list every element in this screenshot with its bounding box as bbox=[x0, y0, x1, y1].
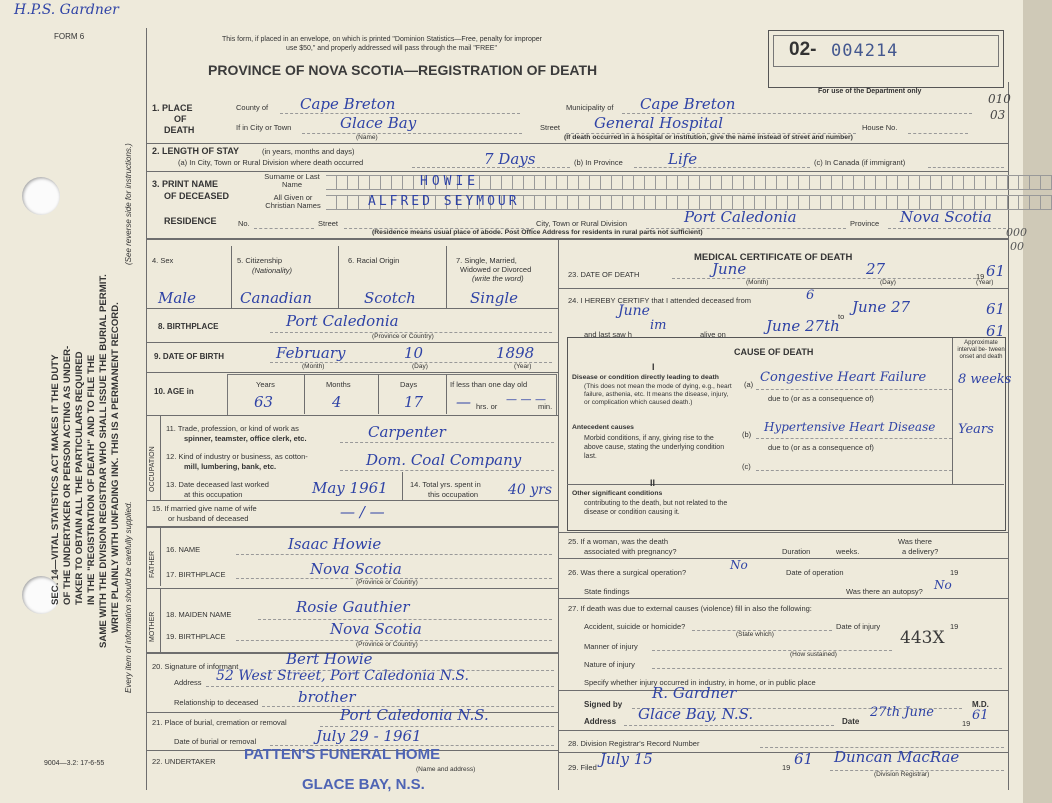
s3-label2: OF DECEASED bbox=[164, 191, 230, 201]
residence-province-value: Nova Scotia bbox=[900, 208, 992, 226]
state-caption: (State which) bbox=[736, 631, 774, 638]
q13-sub: at this occupation bbox=[184, 490, 243, 499]
residence-province-line bbox=[888, 228, 1006, 229]
dob-day: 10 bbox=[404, 344, 424, 362]
signed-address-label: Address bbox=[584, 717, 617, 726]
pregnancy-label2: associated with pregnancy? bbox=[584, 547, 677, 556]
cause-a-line bbox=[756, 389, 952, 390]
cause-a-label: (a) bbox=[744, 380, 754, 389]
age-months: 4 bbox=[332, 393, 342, 411]
cause-c-label: (c) bbox=[742, 462, 751, 471]
street-value: General Hospital bbox=[594, 114, 724, 132]
marital-sub: (write the word) bbox=[472, 274, 524, 283]
informant-label: 20. Signature of informant bbox=[152, 662, 239, 671]
lastsaw-label: and last saw h bbox=[584, 330, 632, 339]
corner-note: H.P.S. Gardner bbox=[14, 2, 119, 18]
residence-city-label: City, Town or Rural Division bbox=[536, 219, 627, 228]
q14-label: 14. Total yrs. spent in bbox=[410, 480, 481, 489]
municipality-label: Municipality of bbox=[566, 103, 614, 112]
age-min-label: min. bbox=[538, 402, 553, 411]
filed-value: July 15 bbox=[600, 750, 653, 768]
death-month: June bbox=[712, 260, 747, 278]
other-title: Other significant conditions bbox=[572, 490, 663, 497]
rule-signed bbox=[558, 730, 1008, 731]
side-text-4: IN THE "REGISTRATION OF DEATH" AND TO FILE THE bbox=[86, 354, 97, 605]
q11-label: 11. Trade, profession, or kind of work as bbox=[166, 424, 299, 433]
mother-bp-label: 19. BIRTHPLACE bbox=[166, 632, 226, 641]
marital-value: Single bbox=[470, 289, 519, 307]
dob-cap-month: (Month) bbox=[302, 363, 325, 370]
citizenship-sub: (Nationality) bbox=[252, 266, 293, 275]
marital-label2: Widowed or Divorced bbox=[460, 265, 532, 274]
q14-value: 40 yrs bbox=[508, 482, 553, 498]
pregnancy-weeks: weeks. bbox=[836, 547, 860, 556]
signed-year-prefix: 19 bbox=[962, 719, 971, 728]
q12-line bbox=[340, 470, 554, 471]
rule-occupation bbox=[146, 500, 558, 501]
father-name-line bbox=[236, 554, 552, 555]
q11-line bbox=[340, 442, 554, 443]
side-text-6: WRITE PLAINLY WITH UNFADING INK. THIS IS A PERMANENT RECORD. bbox=[110, 302, 121, 633]
lastsaw-h: im bbox=[650, 318, 667, 333]
margin-code-2: 03 bbox=[990, 108, 1006, 122]
burial-date-label: Date of burial or removal bbox=[174, 737, 257, 746]
informant-address: 52 West Street, Port Caledonia N.S. bbox=[216, 668, 469, 684]
age-months-label: Months bbox=[326, 380, 351, 389]
burial-label: 21. Place of burial, cremation or removal bbox=[152, 718, 287, 727]
residence-label: RESIDENCE bbox=[164, 216, 217, 226]
direct-note: (This does not mean the mode of dying, e.g., heart failure, asthenia, etc. It means the disease, injury, or complication which caused death.) bbox=[584, 383, 732, 406]
alive-value: June 27th bbox=[766, 317, 840, 335]
attended-from: June bbox=[618, 303, 650, 319]
rule-s25 bbox=[558, 558, 1008, 559]
cause-title: CAUSE OF DEATH bbox=[734, 347, 814, 357]
age-under-label: If less than one day old bbox=[450, 380, 528, 389]
occupation-side-divider bbox=[160, 415, 161, 500]
mother-bp: Nova Scotia bbox=[330, 620, 422, 638]
s1-label2: OF bbox=[174, 114, 187, 124]
residence-code-2: 00 bbox=[1010, 240, 1024, 253]
side-text-5: SAME WITH THE DIVISION REGISTRAR WHO SHALL ISSUE THE BURIAL PERMIT. bbox=[98, 274, 109, 648]
form-footer-code: 9004—3.2: 17-6-55 bbox=[44, 760, 105, 767]
autopsy-value: No bbox=[934, 578, 952, 592]
autopsy-label: Was there an autopsy? bbox=[846, 587, 923, 596]
father-caption: (Province or Country) bbox=[356, 579, 418, 586]
q12-sub: mill, lumbering, bank, etc. bbox=[184, 462, 277, 471]
house-label: House No. bbox=[862, 123, 898, 132]
signed-date-label: Date bbox=[842, 717, 860, 726]
center-divider bbox=[558, 238, 559, 790]
side-text-1: SEC. 14—VITAL STATISTICS ACT MAKES IT THE DUTY bbox=[50, 354, 61, 605]
death-date-label: 23. DATE OF DEATH bbox=[568, 270, 640, 279]
sex-label: 4. Sex bbox=[152, 256, 174, 265]
q14-sub: this occupation bbox=[428, 490, 479, 499]
cause-a-value: Congestive Heart Failure bbox=[760, 370, 927, 385]
delivery-label: Was there bbox=[898, 537, 932, 546]
mother-maiden-label: 18. MAIDEN NAME bbox=[166, 610, 232, 619]
mother-side-label: MOTHER bbox=[149, 611, 156, 642]
s1-label: 1. PLACE bbox=[152, 103, 193, 113]
undertaker-stamp-line2: GLACE BAY, N.S. bbox=[302, 776, 425, 793]
injury-date-label: Date of injury bbox=[836, 622, 881, 631]
age-days-label: Days bbox=[400, 380, 418, 389]
divider-6-7 bbox=[446, 246, 447, 308]
father-side-label: FATHER bbox=[149, 550, 156, 578]
signed-md: M.D. bbox=[972, 700, 989, 709]
county-value: Cape Breton bbox=[300, 95, 396, 113]
registrar-caption: (Division Registrar) bbox=[874, 771, 930, 778]
house-line bbox=[908, 133, 968, 134]
s2a-value: 7 Days bbox=[484, 150, 536, 168]
father-side-divider bbox=[160, 526, 161, 586]
registrar-signature: Duncan MacRae bbox=[834, 748, 960, 766]
nature-line bbox=[652, 668, 1002, 669]
how-caption: (How sustained) bbox=[790, 651, 837, 658]
s2b-value: Life bbox=[668, 150, 698, 168]
pregnancy-duration: Duration bbox=[782, 547, 811, 556]
spouse-label: 15. If married give name of wife bbox=[152, 504, 257, 513]
undertaker-caption: (Name and address) bbox=[416, 766, 476, 773]
death-cap-day: (Day) bbox=[880, 279, 896, 286]
informant-signature: Bert Howie bbox=[286, 650, 373, 668]
registration-prefix: 02- bbox=[789, 39, 817, 60]
cause-a-interval: 8 weeks bbox=[958, 372, 1012, 387]
sex-value: Male bbox=[158, 289, 196, 307]
mother-side-divider bbox=[160, 588, 161, 652]
form-title: PROVINCE OF NOVA SCOTIA—REGISTRATION OF DEATH bbox=[208, 62, 598, 78]
rule-residence bbox=[146, 238, 1008, 240]
injury-code: 443X bbox=[900, 628, 945, 648]
q13-q14-divider bbox=[402, 472, 403, 500]
mother-caption: (Province or Country) bbox=[356, 641, 418, 648]
age-div-2 bbox=[378, 374, 379, 414]
rule-s23 bbox=[558, 288, 1008, 289]
q11-value: Carpenter bbox=[368, 423, 446, 441]
filed-label: 29. Filed bbox=[568, 763, 597, 772]
relationship-value: brother bbox=[298, 688, 356, 706]
death-date-line bbox=[672, 278, 976, 279]
department-note: For use of the Department only bbox=[818, 88, 922, 95]
rule-s26 bbox=[558, 598, 1008, 599]
age-div-1 bbox=[304, 374, 305, 414]
city-label: If in City or Town bbox=[236, 123, 292, 132]
q11-sub: spinner, teamster, office clerk, etc. bbox=[184, 434, 307, 443]
s2a-label: (a) In City, Town or Rural Division where death occurred bbox=[178, 158, 364, 167]
rule-s1 bbox=[146, 143, 1008, 144]
death-cap-month: (Month) bbox=[746, 279, 769, 286]
residence-no-line bbox=[254, 228, 314, 229]
burial-place: Port Caledonia N.S. bbox=[340, 706, 489, 724]
residence-no-label: No. bbox=[238, 219, 250, 228]
s2-sub: (in years, months and days) bbox=[262, 147, 355, 156]
surgery-date-label: Date of operation bbox=[786, 568, 844, 577]
given-label: All Given or Christian Names bbox=[265, 193, 321, 210]
signed-label: Signed by bbox=[584, 700, 623, 709]
street-label: Street bbox=[540, 123, 561, 132]
signed-address-line bbox=[624, 725, 834, 726]
hospital-note: (If death occurred in a hospital or institution, give the name instead of street and number) bbox=[564, 134, 853, 141]
interval-divider bbox=[952, 338, 953, 484]
surgery-label: 26. Was there a surgical operation? bbox=[568, 568, 687, 577]
racial-value: Scotch bbox=[364, 289, 416, 307]
signed-year: 61 bbox=[972, 708, 989, 723]
side-text-2: OF THE UNDERTAKER OR PERSON ACTING AS UNDER- bbox=[62, 345, 73, 605]
q13-label: 13. Date deceased last worked bbox=[166, 480, 269, 489]
signed-signature: R. Gardner bbox=[652, 684, 737, 702]
informant-address-label: Address bbox=[174, 678, 202, 687]
record-number-label: 28. Division Registrar's Record Number bbox=[568, 739, 700, 748]
citizenship-value: Canadian bbox=[240, 289, 313, 307]
rule-father bbox=[146, 588, 558, 589]
alive-label: alive on bbox=[700, 330, 726, 339]
rule-s10 bbox=[146, 415, 558, 416]
accident-label: Accident, suicide or homicide? bbox=[584, 622, 686, 631]
residence-province-label: Province bbox=[850, 219, 880, 228]
rule-cause bbox=[558, 532, 1008, 533]
attended-label: 24. I HEREBY CERTIFY that I attended deceased from bbox=[568, 296, 752, 305]
dob-cap-year: (Year) bbox=[514, 363, 532, 370]
municipality-value: Cape Breton bbox=[640, 95, 736, 113]
q12-value: Dom. Coal Company bbox=[366, 451, 522, 469]
age-hrs: — bbox=[456, 393, 471, 411]
city-line bbox=[302, 133, 522, 134]
surname-value: HOWIE bbox=[420, 174, 480, 189]
signed-date: 27th June bbox=[870, 705, 934, 720]
county-label: County of bbox=[236, 103, 269, 112]
surgery-year-prefix: 19 bbox=[950, 568, 959, 577]
s2c-line bbox=[928, 167, 1004, 168]
attended-to-label: to bbox=[838, 312, 845, 321]
racial-label: 6. Racial Origin bbox=[348, 256, 400, 265]
side-text-8: Every item of information should be carefully supplied. bbox=[124, 501, 133, 693]
interval-label: Approximate interval be- tween onset and death bbox=[957, 340, 1005, 360]
filed-year: 61 bbox=[794, 750, 814, 768]
rule-row4 bbox=[146, 308, 558, 309]
age-label: 10. AGE in bbox=[154, 387, 194, 396]
nature-label: Nature of injury bbox=[584, 660, 635, 669]
attended-to: June 27 bbox=[852, 298, 911, 316]
q13-value: May 1961 bbox=[312, 479, 388, 497]
age-days: 17 bbox=[404, 393, 424, 411]
attended-to-year: 61 bbox=[986, 300, 1006, 318]
antecedent-note: Morbid conditions, if any, giving rise to the above cause, stating the underlying condition last. bbox=[584, 435, 725, 460]
dob-cap-day: (Day) bbox=[412, 363, 428, 370]
manner-line bbox=[652, 650, 892, 651]
cause-c-line bbox=[756, 470, 952, 471]
age-div-3 bbox=[446, 374, 447, 414]
age-years-label: Years bbox=[256, 380, 275, 389]
mother-maiden: Rosie Gauthier bbox=[296, 598, 410, 616]
marital-label: 7. Single, Married, bbox=[456, 256, 517, 265]
father-name-label: 16. NAME bbox=[166, 545, 201, 554]
external-label: 27. If death was due to external causes (violence) fill in also the following: bbox=[568, 604, 812, 613]
alive-year: 61 bbox=[986, 322, 1006, 340]
age-hrs-label: hrs. or bbox=[476, 402, 498, 411]
occupation-side-label: OCCUPATION bbox=[149, 446, 156, 492]
cause-b-label: (b) bbox=[742, 430, 752, 439]
dob-year: 1898 bbox=[496, 344, 535, 362]
father-name: Isaac Howie bbox=[288, 535, 382, 553]
registration-number: 004214 bbox=[831, 41, 899, 61]
dob-label: 9. DATE OF BIRTH bbox=[154, 352, 225, 361]
antecedent-title: Antecedent causes bbox=[572, 424, 634, 431]
cause-b-interval: Years bbox=[958, 422, 994, 437]
spouse-value: — / — bbox=[340, 503, 385, 521]
city-value: Glace Bay bbox=[340, 114, 417, 132]
form-number: FORM 6 bbox=[54, 32, 85, 41]
divider-5-6 bbox=[338, 246, 339, 308]
due-to-1: due to (or as a consequence of) bbox=[768, 394, 874, 403]
death-year-prefix: 19 bbox=[976, 272, 985, 281]
spouse-label2: or husband of deceased bbox=[168, 514, 249, 523]
margin-code-1: 010 bbox=[988, 92, 1011, 106]
cause-b-value: Hypertensive Heart Disease bbox=[764, 420, 936, 434]
rule-s27 bbox=[558, 690, 1008, 691]
surname-label: Surname or Last Name bbox=[264, 172, 320, 189]
death-year: 61 bbox=[986, 262, 1006, 280]
medical-title: MEDICAL CERTIFICATE OF DEATH bbox=[694, 252, 853, 263]
age-min: — — — bbox=[506, 393, 546, 406]
divider-4-5 bbox=[231, 246, 232, 308]
side-text-7: (See reverse side for instructions.) bbox=[124, 143, 133, 265]
filed-year-prefix: 19 bbox=[782, 763, 791, 772]
dob-month: February bbox=[276, 344, 346, 362]
rule-s15 bbox=[146, 526, 558, 528]
signed-address: Glace Bay, N.S. bbox=[638, 705, 754, 723]
s2b-line bbox=[634, 167, 810, 168]
undertaker-stamp-line1: PATTEN'S FUNERAL HOME bbox=[244, 746, 441, 763]
part1-label: I bbox=[652, 362, 655, 372]
s2-label: 2. LENGTH OF STAY bbox=[152, 146, 240, 156]
direct-title: Disease or condition directly leading to death bbox=[572, 374, 719, 381]
citizenship-label: 5. Citizenship bbox=[237, 256, 283, 265]
findings-label: State findings bbox=[584, 587, 630, 596]
q12-label: 12. Kind of industry or business, as cotton- bbox=[166, 452, 308, 461]
burial-date: July 29 - 1961 bbox=[316, 727, 422, 745]
rule-s9 bbox=[146, 372, 558, 373]
undertaker-label: 22. UNDERTAKER bbox=[152, 757, 216, 766]
death-day: 27 bbox=[866, 260, 886, 278]
registration-number-box bbox=[768, 30, 1004, 88]
birthplace-caption: (Province or Country) bbox=[372, 333, 434, 340]
pregnancy-label: 25. If a woman, was the death bbox=[568, 537, 669, 546]
part2-label: II bbox=[650, 478, 656, 488]
due-to-2: due to (or as a consequence of) bbox=[768, 443, 874, 452]
s2c-label: (c) In Canada (if immigrant) bbox=[814, 158, 906, 167]
postal-note-2: use $50," and properly addressed will pass through the mail "FREE" bbox=[286, 45, 497, 52]
s3-label: 3. PRINT NAME bbox=[152, 179, 219, 189]
s1-label3: DEATH bbox=[164, 125, 195, 135]
residence-street-label: Street bbox=[318, 219, 339, 228]
relationship-label: Relationship to deceased bbox=[174, 698, 259, 707]
punch-hole-top bbox=[22, 177, 60, 215]
rule-s8 bbox=[146, 342, 558, 343]
age-years: 63 bbox=[254, 393, 274, 411]
postal-note-1: This form, if placed in an envelope, on which is printed "Dominion Statistics—Free, penalty for improper bbox=[222, 36, 542, 43]
manner-label: Manner of injury bbox=[584, 642, 638, 651]
informant-address-line bbox=[206, 686, 554, 687]
specify-label: Specify whether injury occurred in industry, in home, or in public place bbox=[584, 678, 816, 687]
cause-b-line bbox=[756, 438, 952, 439]
side-text-3: TAKER TO OBTAIN ALL THE PARTICULARS REQUIRED bbox=[74, 351, 85, 605]
death-cap-year: (Year) bbox=[976, 279, 994, 286]
birthplace-value: Port Caledonia bbox=[286, 312, 399, 330]
father-bp: Nova Scotia bbox=[310, 560, 402, 578]
delivery-label2: a delivery? bbox=[902, 547, 939, 556]
attended-from-year: 6 bbox=[806, 288, 815, 303]
given-value: ALFRED SEYMOUR bbox=[368, 194, 520, 209]
father-bp-label: 17. BIRTHPLACE bbox=[166, 570, 226, 579]
s2b-label: (b) In Province bbox=[574, 158, 623, 167]
residence-code-1: 000 bbox=[1006, 226, 1027, 239]
residence-note: (Residence means usual place of abode. Post Office Address for residents in rural parts not sufficient) bbox=[372, 229, 703, 236]
rule-part1 bbox=[567, 484, 1004, 485]
surgery-answer: No bbox=[730, 558, 748, 572]
residence-city-value: Port Caledonia bbox=[684, 208, 797, 226]
birthplace-label: 8. BIRTHPLACE bbox=[158, 322, 219, 331]
injury-year-prefix: 19 bbox=[950, 622, 959, 631]
other-note: contributing to the death, but not related to the disease or condition causing it. bbox=[584, 500, 728, 516]
name-caption: (Name) bbox=[356, 134, 378, 141]
